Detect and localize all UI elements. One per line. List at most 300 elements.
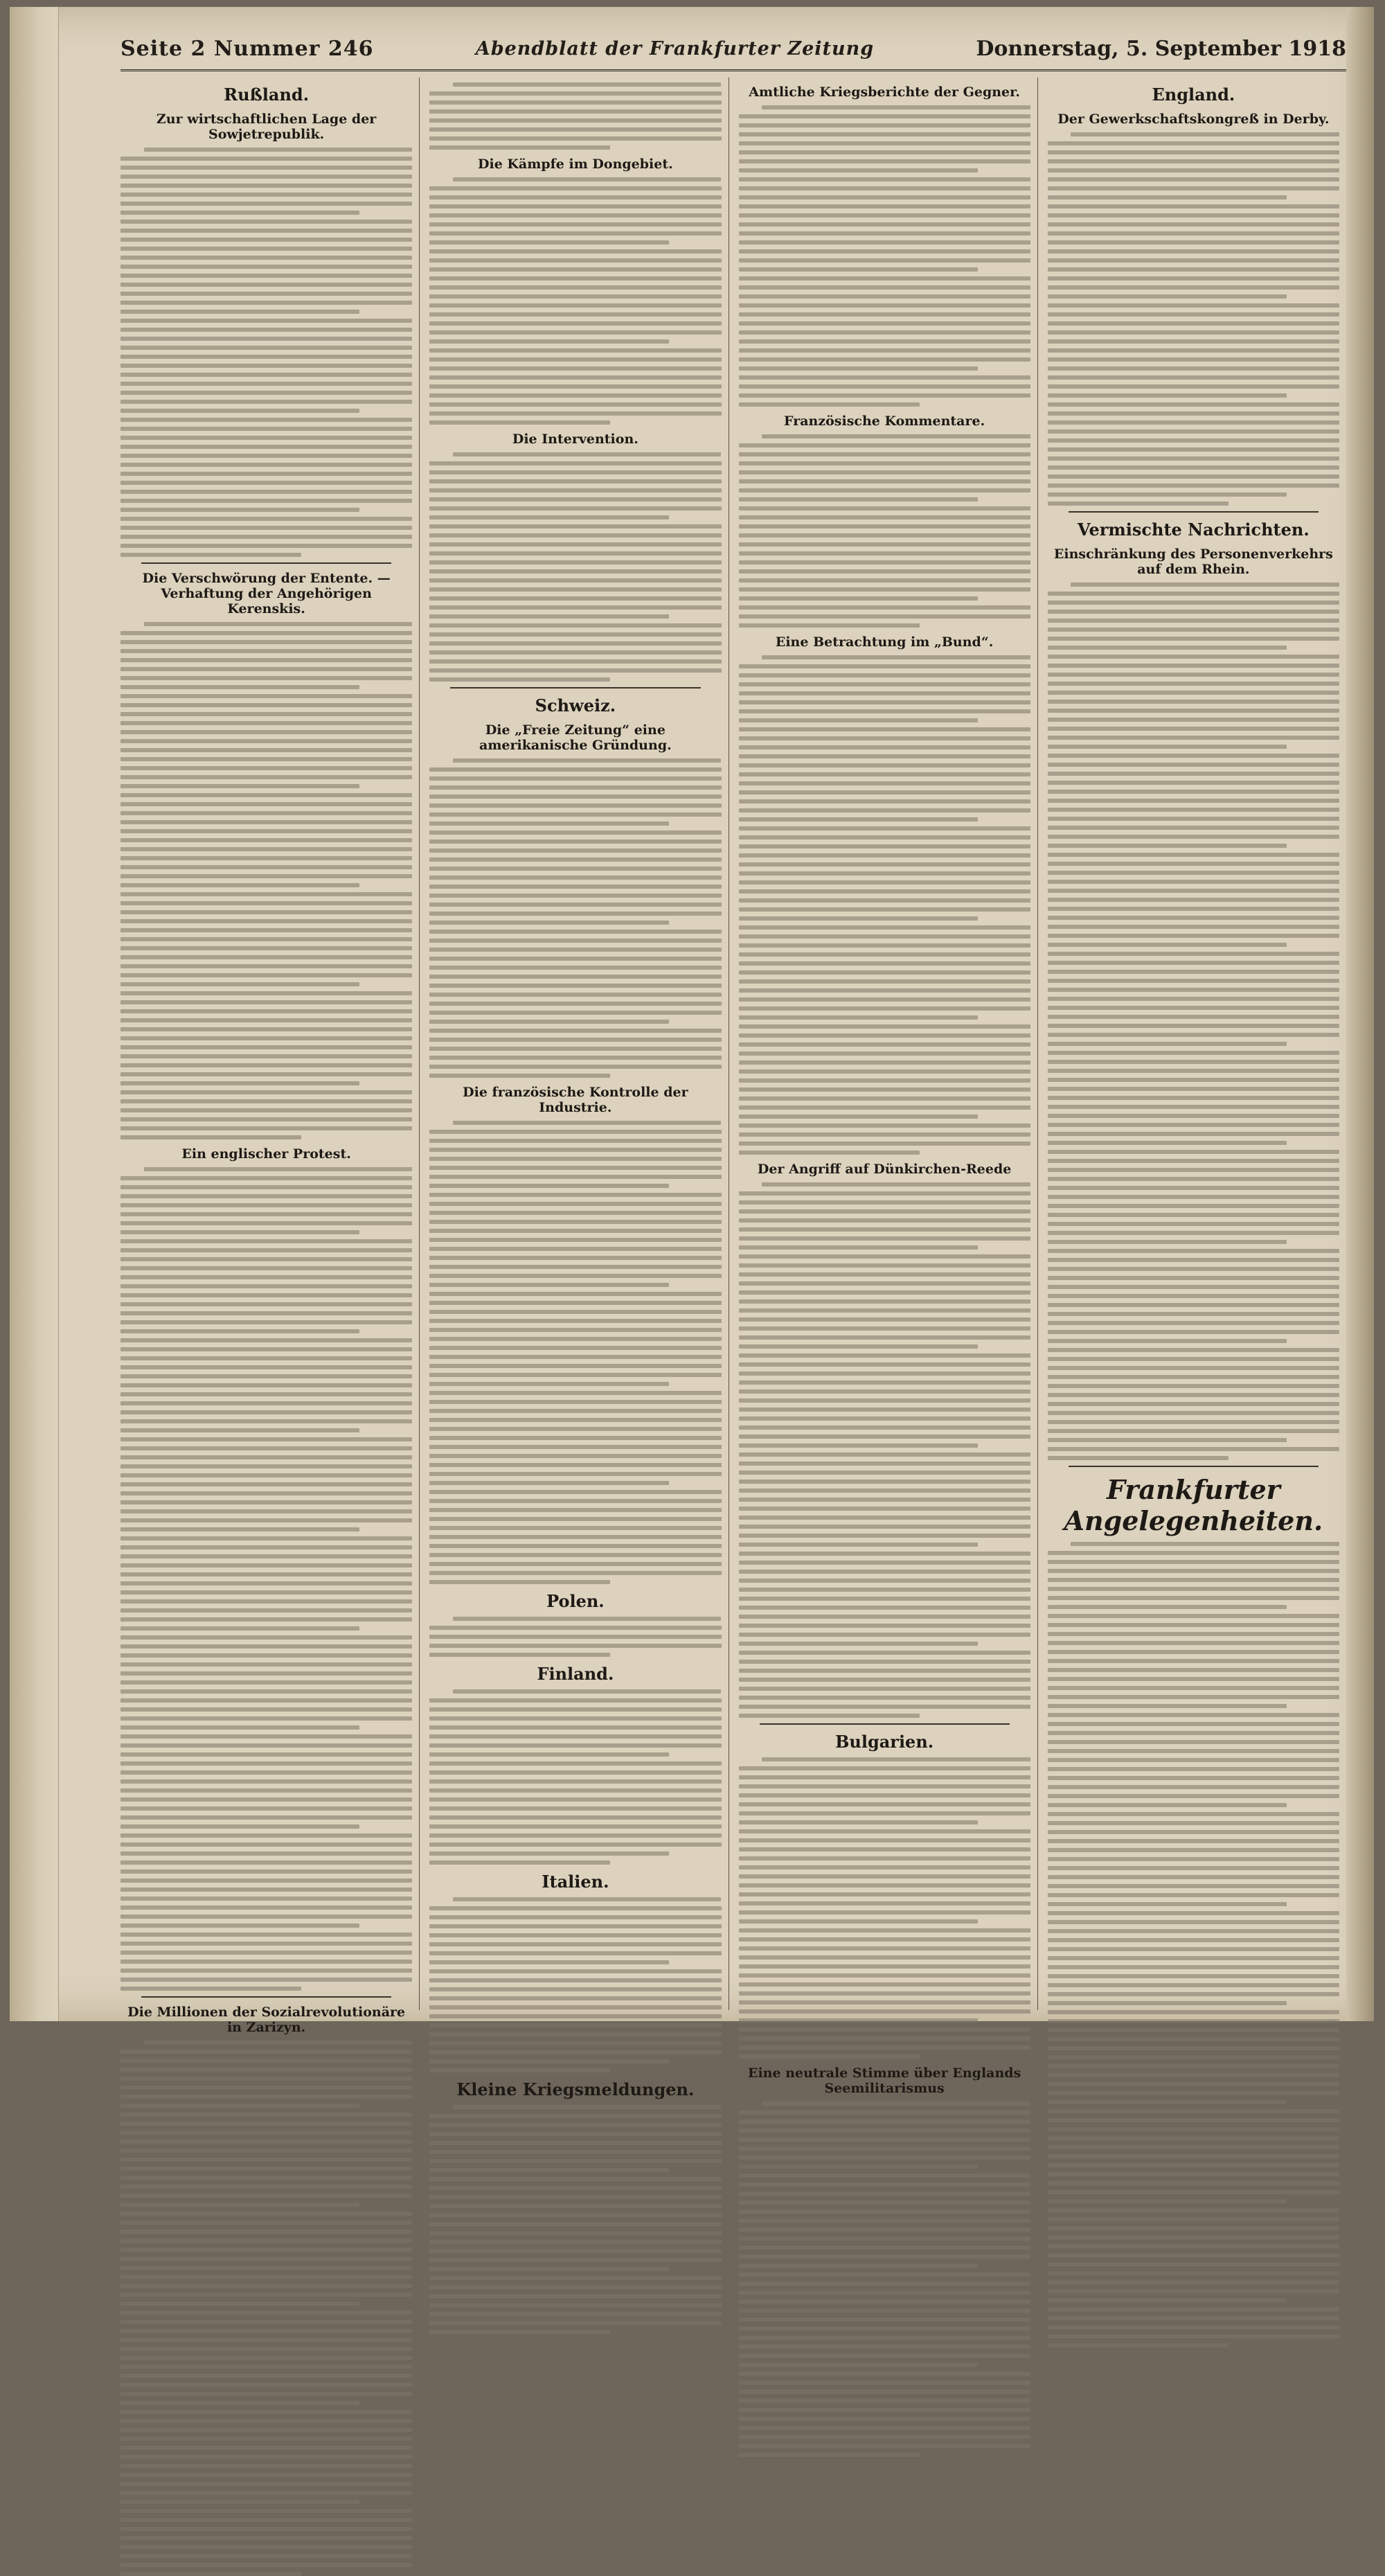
text-line [429, 1743, 721, 1748]
text-line [1048, 2082, 1339, 2086]
text-line [1048, 240, 1339, 245]
text-line [739, 2210, 1030, 2214]
text-line [120, 157, 412, 161]
text-line [120, 1392, 412, 1396]
text-line [739, 2156, 1030, 2160]
text-line [1048, 1848, 1339, 1852]
text-line [1048, 1911, 1339, 1915]
text-line [1048, 2109, 1339, 2113]
text-line [429, 1526, 721, 1530]
text-line [429, 1047, 721, 1051]
text-line [120, 1527, 359, 1531]
text-line [453, 1689, 722, 1694]
text-line [120, 1906, 412, 1910]
text-line [120, 982, 359, 986]
text-line [1048, 420, 1339, 425]
text-line [739, 1579, 1030, 1583]
text-line [739, 1227, 1030, 1232]
text-line [120, 2167, 412, 2171]
text-line [120, 1969, 412, 1973]
text-line [429, 2276, 721, 2280]
text-line [429, 1842, 721, 1847]
text-line [429, 339, 668, 344]
text-line [120, 2329, 412, 2333]
text-line [120, 1338, 412, 1342]
text-line [1048, 357, 1339, 362]
text-line [1048, 366, 1339, 371]
text-line [739, 700, 1030, 704]
text-line [739, 2228, 1030, 2232]
text-line [120, 649, 412, 653]
text-line [120, 937, 412, 941]
text-line [1048, 1632, 1339, 1636]
text-line [1048, 1258, 1339, 1262]
text-line [429, 2267, 668, 2271]
text-line [1048, 267, 1339, 272]
text-line [120, 2401, 359, 2405]
text-line [120, 2050, 412, 2054]
text-line [1048, 1704, 1287, 1708]
text-line [739, 1218, 1030, 1223]
masthead: Abendblatt der Frankfurter Zeitung [475, 37, 875, 60]
text-line [1048, 1713, 1339, 1717]
text-line [429, 623, 721, 628]
text-line [120, 1072, 412, 1076]
text-line [1048, 1641, 1339, 1645]
text-line [739, 1642, 978, 1646]
text-line [120, 2230, 412, 2234]
text-line [1048, 213, 1339, 217]
text-line [429, 2177, 721, 2181]
text-line [739, 515, 1030, 519]
text-line [429, 2204, 721, 2208]
text-line [429, 1454, 721, 1458]
text-line [120, 2545, 412, 2549]
text-line [1048, 1411, 1339, 1415]
text-line [120, 1707, 412, 1712]
text-line [429, 957, 721, 961]
text-line [1048, 1992, 1339, 1996]
text-line [120, 1851, 412, 1856]
text-line [120, 454, 412, 458]
text-line [429, 542, 721, 547]
text-line [1048, 1186, 1339, 1190]
text-line [429, 2014, 721, 2018]
text-line [429, 1238, 721, 1242]
text-line [739, 1453, 1030, 1457]
text-line [429, 1770, 721, 1775]
text-line [1048, 1168, 1339, 1172]
text-line [739, 141, 1030, 145]
text-line [429, 1499, 721, 1503]
text-line [120, 658, 412, 662]
text-line [739, 1326, 1030, 1331]
article-title: Die französische Kontrolle der Industrie. [463, 1085, 688, 1115]
text-line [429, 411, 721, 416]
text-line [739, 1552, 1030, 1556]
text-line [1048, 1150, 1339, 1154]
text-line [120, 2122, 412, 2126]
text-line [120, 472, 412, 476]
columns [120, 78, 1346, 2099]
text-line [429, 524, 721, 528]
text-line [739, 2327, 1030, 2331]
text-line [739, 213, 1030, 217]
section-title: Finland. [537, 1664, 614, 1684]
text-line [739, 1087, 1030, 1092]
text-line [120, 2113, 412, 2117]
text-line [1048, 402, 1339, 407]
text-line [429, 939, 721, 943]
text-line [739, 2120, 1030, 2124]
article-text [739, 105, 1030, 407]
text-line [1048, 249, 1339, 254]
text-line [120, 757, 412, 761]
text-line [429, 2123, 721, 2127]
text-line [120, 391, 412, 395]
text-line [739, 808, 1030, 812]
text-line [739, 1793, 1030, 1797]
text-line [739, 497, 978, 501]
text-line [1048, 1596, 1339, 1600]
text-line [1048, 1069, 1339, 1073]
text-line [739, 321, 1030, 326]
text-line [120, 2491, 412, 2495]
text-line [739, 2027, 1030, 2032]
text-line [429, 1969, 721, 1973]
text-line [144, 2041, 413, 2045]
text-line [120, 1671, 412, 1676]
text-line [429, 1924, 721, 1928]
text-line [429, 1065, 721, 1069]
text-line [739, 258, 1030, 263]
text-line [739, 1344, 978, 1349]
text-line [739, 961, 1030, 966]
text-line [120, 2086, 412, 2090]
text-line [1048, 844, 1287, 848]
text-line [739, 393, 1030, 398]
text-line [1048, 682, 1339, 686]
text-line [1048, 1605, 1287, 1609]
text-line [739, 2399, 1030, 2403]
text-line [120, 364, 412, 368]
text-line [1048, 772, 1339, 776]
divider [141, 1996, 391, 1998]
article-text [429, 452, 721, 682]
column-3 [739, 78, 1038, 2096]
text-line [1048, 1974, 1339, 1978]
text-line [1071, 583, 1339, 587]
text-line [739, 736, 1030, 740]
text-line [429, 136, 721, 141]
text-line [120, 2446, 412, 2450]
text-line [1048, 1929, 1339, 1933]
article-text [120, 148, 412, 557]
text-line [1048, 610, 1339, 614]
text-line [120, 175, 412, 179]
text-line [120, 1644, 412, 1649]
text-line [120, 2356, 412, 2360]
text-line [739, 294, 1030, 299]
text-line [120, 184, 412, 188]
text-line [739, 1105, 1030, 1110]
text-line [1048, 637, 1339, 641]
text-line [1048, 483, 1339, 488]
text-line [429, 1635, 721, 1639]
article-title: Eine Betrachtung im „Bund“. [775, 634, 994, 650]
text-line [120, 1284, 412, 1288]
text-line [1048, 1195, 1339, 1199]
text-line [739, 339, 1030, 344]
text-line [739, 168, 978, 172]
text-line [1048, 231, 1339, 236]
text-line [762, 434, 1030, 438]
text-line [120, 1860, 412, 1865]
text-line [739, 1123, 1030, 1128]
text-line [739, 2318, 1030, 2322]
article-text [120, 2041, 412, 2576]
text-line [120, 427, 412, 431]
text-line [739, 790, 1030, 794]
text-line [1048, 1857, 1339, 1861]
text-line [739, 2426, 1030, 2430]
text-line [1048, 2145, 1339, 2149]
text-line [120, 481, 412, 485]
text-line [120, 703, 412, 707]
text-line [739, 1901, 1030, 1906]
text-line [453, 2105, 722, 2109]
text-line [120, 2374, 412, 2378]
article-text [429, 1617, 721, 1657]
text-line [1048, 1587, 1339, 1591]
text-line [120, 1797, 412, 1802]
text-line [429, 213, 721, 217]
text-line [120, 2464, 412, 2468]
text-line [739, 267, 978, 272]
text-line [120, 283, 412, 287]
text-line [429, 776, 721, 781]
text-line [120, 1054, 412, 1058]
text-line [1048, 177, 1339, 181]
text-line [429, 966, 721, 970]
text-line [429, 1915, 721, 1919]
text-line [120, 2554, 412, 2558]
text-line [120, 973, 412, 977]
text-line [429, 1418, 721, 1422]
text-line [120, 1428, 359, 1432]
text-line [739, 934, 1030, 939]
text-line [1048, 1893, 1339, 1897]
text-line [739, 195, 1030, 199]
text-line [120, 1419, 412, 1423]
text-line [429, 840, 721, 844]
text-line [429, 659, 721, 664]
text-line [739, 366, 978, 371]
text-line [429, 321, 721, 326]
text-line [429, 303, 721, 308]
text-line [739, 1042, 1030, 1047]
text-line [739, 1191, 1030, 1196]
text-line [1048, 474, 1339, 479]
text-line [120, 1257, 412, 1261]
text-line [120, 355, 412, 359]
article-text [739, 1182, 1030, 1718]
text-line [120, 676, 412, 680]
text-line [120, 2437, 412, 2441]
text-line [739, 1892, 1030, 1897]
text-line [429, 2132, 721, 2136]
text-line [120, 1509, 412, 1513]
text-line [429, 1653, 610, 1657]
text-line [739, 979, 1030, 984]
text-line [120, 1653, 412, 1658]
text-line [120, 2221, 412, 2225]
text-line [739, 1964, 1030, 1969]
text-line [1048, 1839, 1339, 1843]
text-line [120, 1878, 412, 1883]
text-line [429, 1409, 721, 1413]
text-line [739, 2417, 1030, 2421]
text-line [120, 991, 412, 995]
text-line [1048, 2271, 1339, 2275]
text-line [120, 793, 412, 797]
text-line [739, 1937, 1030, 1942]
text-line [120, 2428, 412, 2432]
text-line [429, 1166, 721, 1170]
text-line [120, 1464, 412, 1468]
text-line [120, 1725, 359, 1730]
text-line [739, 285, 1030, 290]
text-line [1048, 465, 1339, 470]
text-line [429, 1002, 721, 1006]
text-line [1048, 384, 1339, 389]
text-line [429, 420, 610, 425]
text-line [1048, 2316, 1339, 2320]
text-line [120, 1680, 412, 1685]
text-line [120, 2563, 412, 2567]
text-line [739, 781, 1030, 785]
text-line [429, 1933, 721, 1937]
text-line [429, 1626, 721, 1630]
text-line [120, 2473, 412, 2477]
text-line [120, 508, 359, 512]
text-line [429, 402, 721, 407]
text-line [1048, 1677, 1339, 1681]
text-line [1048, 799, 1339, 803]
text-line [429, 912, 721, 916]
text-line [429, 312, 721, 317]
text-line [429, 2050, 721, 2054]
text-line [429, 1265, 721, 1269]
text-line [1048, 1123, 1339, 1127]
text-line [429, 1978, 721, 1982]
text-line [739, 2282, 1030, 2286]
text-line [429, 767, 721, 772]
text-line [120, 1018, 412, 1022]
text-line [739, 1534, 1030, 1538]
text-line [739, 1051, 1030, 1056]
text-line [1048, 276, 1339, 281]
text-line [120, 1590, 412, 1595]
text-line [762, 655, 1030, 659]
text-line [1048, 2199, 1287, 2203]
text-line [429, 2032, 721, 2036]
text-line [739, 1416, 1030, 1421]
text-line [1048, 1740, 1339, 1744]
text-line [429, 1463, 721, 1467]
text-line [120, 2212, 412, 2216]
text-line [120, 919, 412, 923]
text-line [120, 1545, 412, 1549]
text-line [1048, 2343, 1228, 2347]
text-line [429, 1833, 721, 1838]
text-line [120, 2140, 412, 2144]
text-line [1048, 1159, 1339, 1163]
text-line [120, 1987, 301, 1991]
text-line [120, 517, 412, 521]
text-line [429, 2285, 721, 2289]
text-line [1048, 2118, 1339, 2122]
text-line [739, 222, 1030, 226]
text-line [120, 1915, 412, 1919]
text-line [120, 1608, 412, 1613]
text-line [739, 970, 1030, 975]
text-line [739, 2444, 1030, 2448]
article-text [739, 1757, 1030, 2059]
text-line [739, 2147, 1030, 2151]
text-line [739, 132, 1030, 136]
text-line [739, 880, 1030, 885]
article-text [1048, 132, 1339, 506]
text-line [429, 1346, 721, 1350]
text-line [739, 1856, 1030, 1860]
text-line [1048, 1803, 1287, 1807]
text-line [739, 1142, 1030, 1146]
text-line [120, 2383, 412, 2387]
text-line [739, 1516, 1030, 1520]
text-line [120, 1311, 412, 1315]
text-line [739, 1380, 1030, 1385]
text-line [1048, 141, 1339, 145]
text-line [429, 2213, 721, 2217]
text-line [120, 1437, 412, 1441]
text-line [1048, 1438, 1287, 1442]
text-line [739, 664, 1030, 668]
text-line [739, 312, 1030, 317]
text-line [1048, 2334, 1339, 2338]
text-line [739, 1588, 1030, 1592]
text-line [1048, 1339, 1287, 1343]
text-line [429, 867, 721, 871]
text-line [739, 2192, 1030, 2196]
text-line [453, 1897, 722, 1901]
text-line [120, 2527, 412, 2531]
text-line [120, 373, 412, 377]
text-line [120, 409, 359, 413]
text-line [739, 402, 920, 407]
text-line [429, 222, 721, 226]
text-line [739, 1299, 1030, 1304]
text-line [1048, 159, 1339, 163]
text-line [429, 1553, 721, 1557]
text-line [1048, 1114, 1339, 1118]
text-line [429, 785, 721, 790]
text-line [429, 1698, 721, 1703]
text-line [429, 1301, 721, 1305]
text-line [1071, 132, 1339, 136]
text-line [1048, 1875, 1339, 1879]
text-line [1048, 943, 1287, 947]
